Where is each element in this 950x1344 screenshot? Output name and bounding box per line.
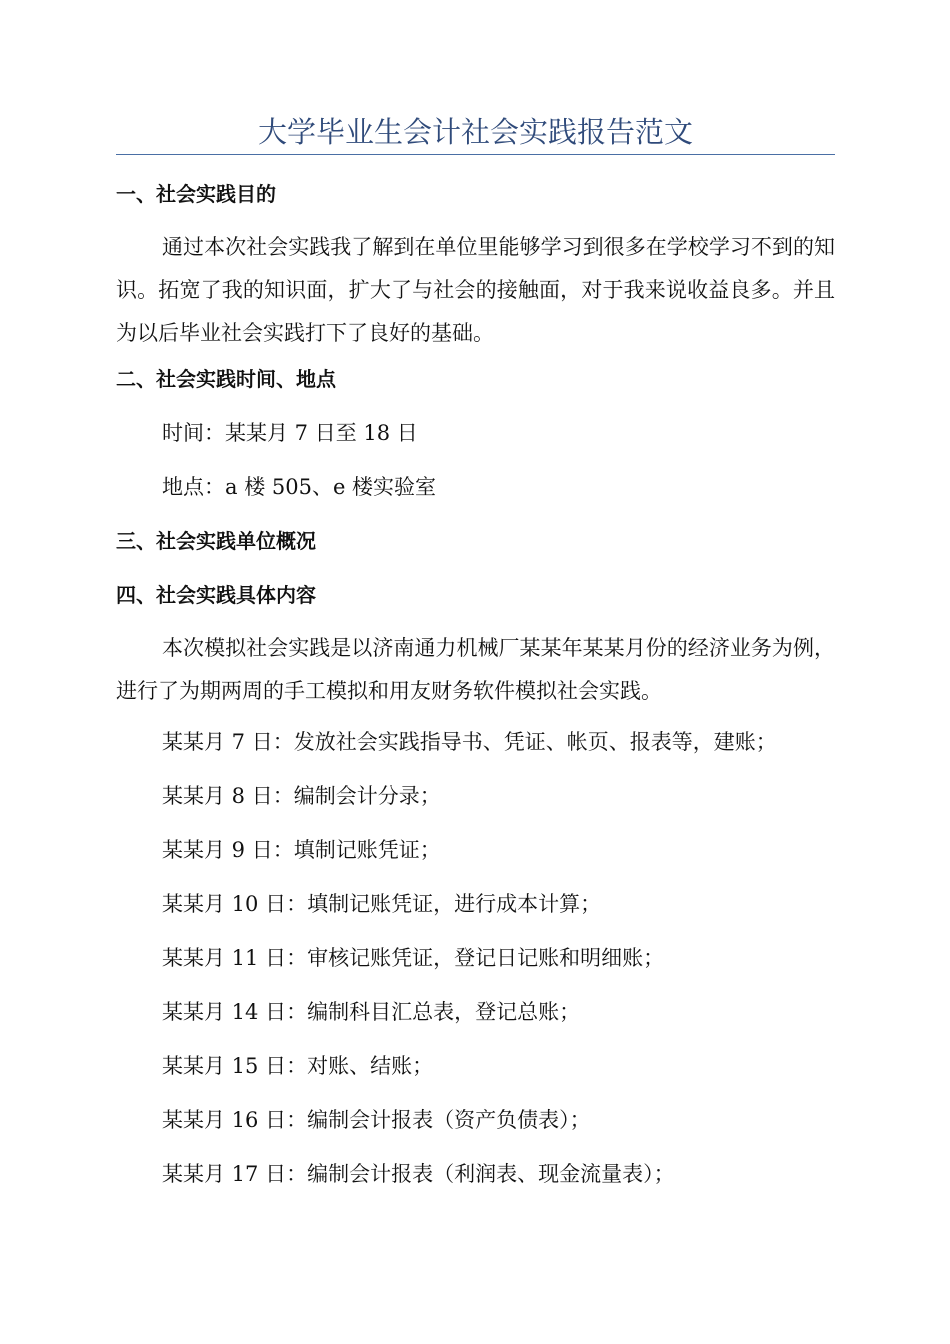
schedule-item: 某某月 9 日：填制记账凭证； — [162, 838, 441, 862]
practice-place: 地点：a 楼 505、e 楼实验室 — [162, 475, 437, 499]
schedule-item: 某某月 14 日：编制科目汇总表，登记总账； — [162, 1000, 581, 1024]
schedule-item: 某某月 10 日：填制记账凭证，进行成本计算； — [162, 892, 602, 916]
section-heading-unit-overview: 三、社会实践单位概况 — [116, 529, 316, 553]
schedule-item: 某某月 7 日：发放社会实践指导书、凭证、帐页、报表等，建账； — [162, 730, 777, 754]
schedule-item: 某某月 8 日：编制会计分录； — [162, 784, 441, 808]
section-heading-purpose: 一、社会实践目的 — [116, 182, 276, 206]
practice-time: 时间：某某月 7 日至 18 日 — [162, 421, 418, 445]
schedule-item: 某某月 17 日：编制会计报表（利润表、现金流量表）； — [162, 1162, 675, 1186]
schedule-item: 某某月 11 日：审核记账凭证，登记日记账和明细账； — [162, 946, 665, 970]
section-heading-content: 四、社会实践具体内容 — [116, 583, 316, 607]
title-underline — [116, 154, 835, 155]
section-heading-time-place: 二、社会实践时间、地点 — [116, 367, 336, 391]
paragraph-content: 本次模拟社会实践是以济南通力机械厂某某年某某月份的经济业务为例，进行了为期两周的手工模拟和用友财务软件模拟社会实践。 — [116, 636, 835, 703]
document-title: 大学毕业生会计社会实践报告范文 — [257, 115, 693, 149]
schedule-item: 某某月 15 日：对账、结账； — [162, 1054, 434, 1078]
schedule-item: 某某月 16 日：编制会计报表（资产负债表）； — [162, 1108, 591, 1132]
paragraph-purpose: 通过本次社会实践我了解到在单位里能够学习到很多在学校学习不到的知识。拓宽了我的知识面，扩大了与社会的接触面，对于我来说收益良多。并且为以后毕业社会实践打下了良好的基础。 — [116, 235, 835, 345]
